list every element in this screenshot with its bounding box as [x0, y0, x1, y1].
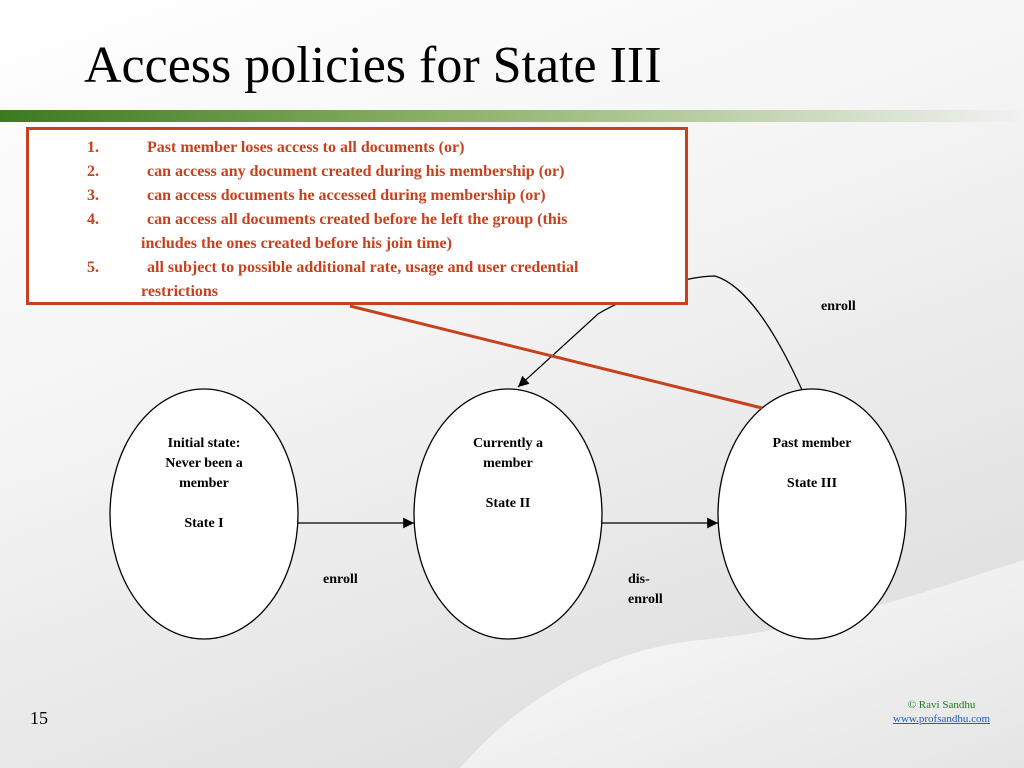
policy-number: 2. — [87, 163, 99, 180]
policy-text: Past member loses access to all documents (or) — [147, 139, 465, 156]
state-1-label — [144, 434, 264, 534]
state-2-node — [414, 389, 602, 639]
policy-text-continuation: includes the ones created before his join time) — [141, 235, 452, 252]
edge-label-reenroll: enroll — [821, 299, 856, 314]
edge-label-line: enroll — [628, 592, 663, 607]
website-link[interactable]: www.profsandhu.com — [893, 713, 991, 725]
edge-label-enroll: enroll — [323, 572, 358, 587]
state-label-line: member — [483, 456, 533, 471]
state-label-line: Never been a — [165, 456, 243, 471]
slide-title: Access policies for State III — [84, 37, 662, 94]
edge-label-line: dis- — [628, 572, 650, 587]
policy-text: can access all documents created before he left the group (this — [147, 211, 568, 228]
policy-text: can access documents he accessed during membership (or) — [147, 187, 546, 204]
page-number: 15 — [30, 708, 48, 728]
state-label-line: State II — [485, 496, 531, 511]
state-label-spacer — [144, 494, 264, 514]
state-3-node — [718, 389, 906, 639]
policy-text: can access any document created during his membership (or) — [147, 163, 565, 180]
state-label-line: Currently a — [472, 436, 544, 451]
policy-number: 4. — [87, 211, 99, 228]
policy-callout-box — [26, 127, 688, 305]
callout-connector-line — [350, 306, 762, 408]
policy-number: 1. — [87, 139, 99, 156]
state-label-spacer — [448, 474, 568, 494]
state-label-line: member — [179, 476, 229, 491]
policy-number: 3. — [87, 187, 99, 204]
state-3-label — [752, 434, 872, 494]
copyright-text: © Ravi Sandhu — [907, 699, 976, 711]
copyright-notice — [893, 698, 990, 726]
policy-text-continuation: restrictions — [141, 283, 219, 300]
state-label-line: State III — [786, 476, 838, 491]
edge-label-disenroll — [628, 570, 663, 610]
state-2-label — [448, 434, 568, 514]
state-label-line: State I — [184, 516, 224, 531]
state-label-line: Initial state: — [167, 436, 241, 451]
state-label-spacer — [752, 454, 872, 474]
policy-number: 5. — [87, 259, 99, 276]
policy-text: all subject to possible additional rate, usage and user credential — [147, 259, 579, 276]
state-label-line: Past member — [772, 436, 852, 451]
